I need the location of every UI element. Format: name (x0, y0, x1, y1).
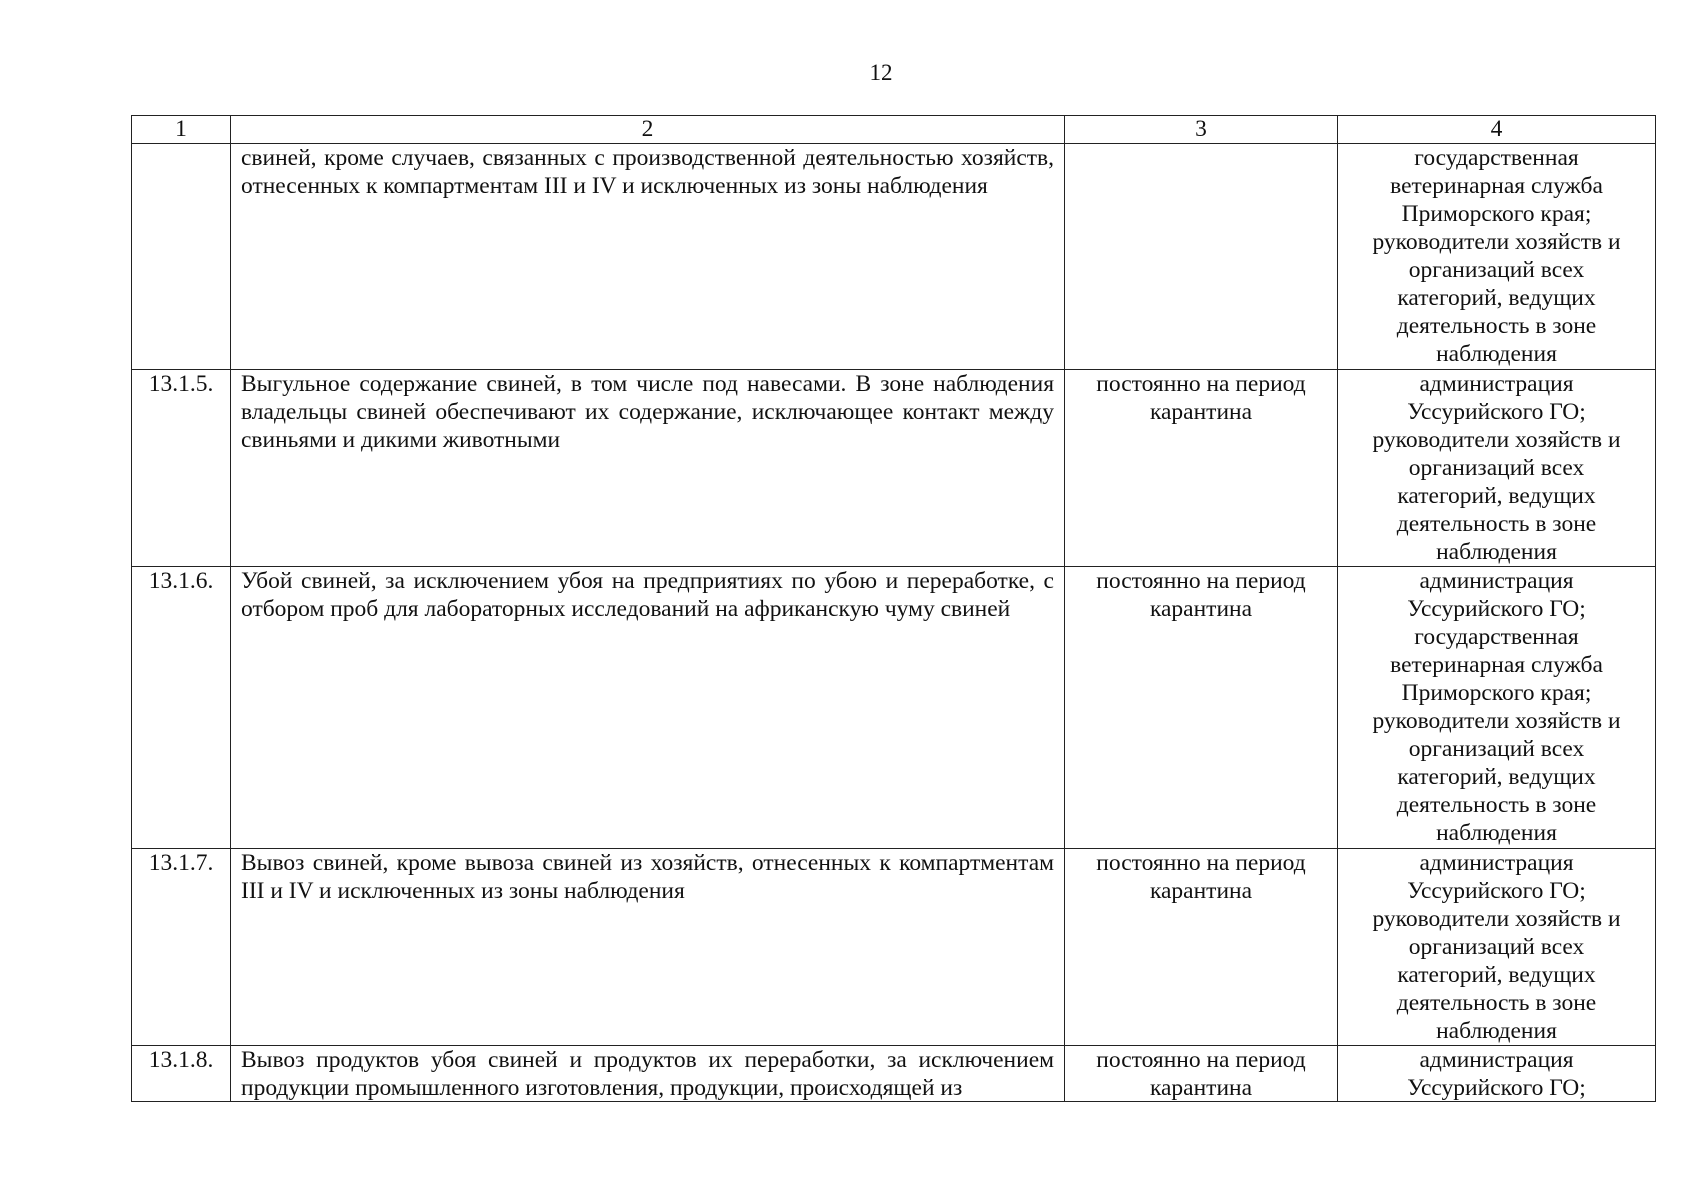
responsible-line: государственная (1414, 624, 1579, 650)
responsible-line: руководители хозяйств и (1372, 906, 1621, 932)
column-number-1: 1 (132, 116, 231, 144)
responsible-line: Приморского края; (1401, 201, 1592, 227)
measures-table (131, 115, 1656, 1102)
responsible-cell (1338, 849, 1656, 1046)
responsible-line: организаций всех (1408, 736, 1585, 762)
responsible-line: государственная (1414, 145, 1579, 171)
item-number-cell (132, 144, 231, 370)
table-row (132, 849, 1656, 1046)
column-number-4: 4 (1338, 116, 1656, 144)
responsible-line: категорий, ведущих (1397, 962, 1596, 988)
column-number-2: 2 (231, 116, 1065, 144)
responsible-line: Уссурийского ГО; (1407, 1075, 1586, 1101)
responsible-line: организаций всех (1408, 934, 1585, 960)
deadline-cell (1065, 144, 1338, 370)
responsible-line: руководители хозяйств и (1372, 229, 1621, 255)
responsible-line: Уссурийского ГО; (1407, 878, 1586, 904)
table-row (132, 144, 1656, 370)
responsible-cell (1338, 567, 1656, 849)
item-number-cell: 13.1.5. (132, 370, 231, 567)
responsible-line: деятельность в зоне (1396, 313, 1597, 339)
cell-content: 13.1.8. (148, 1047, 214, 1073)
page-number: 12 (869, 60, 893, 85)
table-row (132, 370, 1656, 567)
table-row (132, 1046, 1656, 1102)
column-number-3: 3 (1065, 116, 1338, 144)
responsible-line: администрация (1419, 1047, 1574, 1073)
responsible-cell (1338, 1046, 1656, 1102)
responsible-line: наблюдения (1436, 539, 1557, 565)
cell-content: Вывоз продуктов убоя свиней и продуктов их переработки, за исключением продукции промышленного изготовления, продукции, происходящей из (241, 1047, 1054, 1101)
measure-description-cell: Убой свиней, за исключением убоя на предприятиях по убою и переработке, с отбором проб для лабораторных исследований на африканскую чуму свиней (231, 567, 1065, 849)
responsible-line: организаций всех (1408, 257, 1585, 283)
cell-content: постоянно на период карантина (1096, 1047, 1306, 1101)
responsible-cell (1338, 370, 1656, 567)
responsible-line: ветеринарная служба (1390, 173, 1603, 199)
measure-description-cell: свиней, кроме случаев, связанных с производственной деятельностью хозяйств, отнесенных к компартментам III и IV и исключенных из зоны наблюдения (231, 144, 1065, 370)
responsible-line: категорий, ведущих (1397, 483, 1596, 509)
responsible-line: администрация (1419, 568, 1574, 594)
deadline-cell: постоянно на период карантина (1065, 370, 1338, 567)
table-header-row (132, 116, 1656, 144)
deadline-cell: постоянно на период карантина (1065, 849, 1338, 1046)
deadline-cell (1065, 1046, 1338, 1102)
cell-content (1348, 1046, 1645, 1101)
measure-description-cell (231, 1046, 1065, 1102)
responsible-line: деятельность в зоне (1396, 511, 1597, 537)
item-number-cell (132, 1046, 231, 1102)
responsible-line: категорий, ведущих (1397, 764, 1596, 790)
responsible-line: деятельность в зоне (1396, 792, 1597, 818)
responsible-line: Уссурийского ГО; (1407, 399, 1586, 425)
measure-description-cell: Вывоз свиней, кроме вывоза свиней из хозяйств, отнесенных к компартментам III и IV и исключенных из зоны наблюдения (231, 849, 1065, 1046)
responsible-line: администрация (1419, 850, 1574, 876)
responsible-line: администрация (1419, 371, 1574, 397)
measure-description-cell: Выгульное содержание свиней, в том числе под навесами. В зоне наблюдения владельцы свиней обеспечивают их содержание, исключающее контакт между свиньями и дикими животными (231, 370, 1065, 567)
responsible-line: ветеринарная служба (1390, 652, 1603, 678)
responsible-cell (1338, 144, 1656, 370)
responsible-line: категорий, ведущих (1397, 285, 1596, 311)
responsible-line: наблюдения (1436, 1018, 1557, 1044)
responsible-line: организаций всех (1408, 455, 1585, 481)
table-row (132, 567, 1656, 849)
responsible-line: Уссурийского ГО; (1407, 596, 1586, 622)
deadline-cell: постоянно на период карантина (1065, 567, 1338, 849)
responsible-line: наблюдения (1436, 820, 1557, 846)
responsible-line: наблюдения (1436, 341, 1557, 367)
responsible-line: деятельность в зоне (1396, 990, 1597, 1016)
responsible-line: Приморского края; (1401, 680, 1592, 706)
responsible-line: руководители хозяйств и (1372, 427, 1621, 453)
responsible-line: руководители хозяйств и (1372, 708, 1621, 734)
item-number-cell: 13.1.6. (132, 567, 231, 849)
item-number-cell: 13.1.7. (132, 849, 231, 1046)
